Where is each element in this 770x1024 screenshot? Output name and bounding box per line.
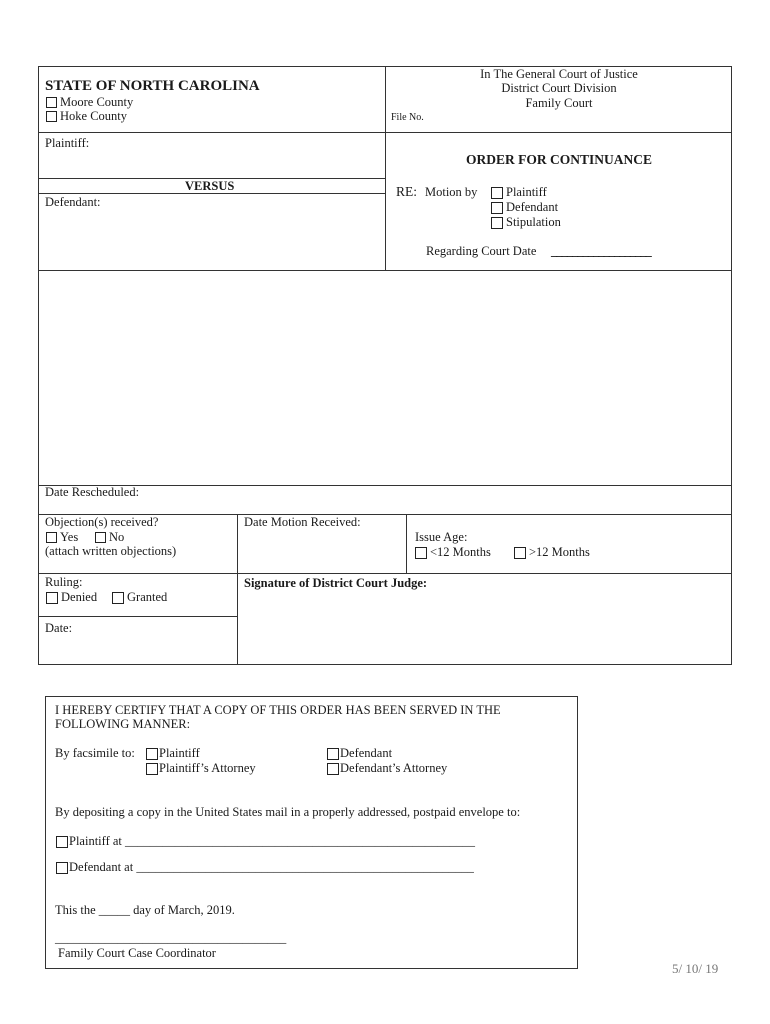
mail-defendant[interactable] [56, 860, 474, 875]
issue-age-over-12[interactable] [514, 545, 590, 560]
county-checkbox-hoke[interactable] [46, 109, 127, 124]
checkbox[interactable] [327, 763, 339, 775]
option-label: Denied [61, 590, 98, 604]
ruling-granted[interactable] [112, 590, 167, 605]
option-label: Plaintiff’s Attorney [159, 761, 256, 775]
facsimile-label: By facsimile to: [55, 746, 135, 760]
checkbox[interactable] [56, 862, 68, 874]
issue-age-label: Issue Age: [415, 530, 468, 544]
motion-option-plaintiff[interactable] [491, 185, 547, 200]
court-line-2: District Court Division [501, 81, 617, 95]
state-title: STATE OF NORTH CAROLINA [45, 78, 260, 94]
checkbox[interactable] [112, 592, 124, 604]
checkbox[interactable] [46, 111, 57, 122]
order-body-area[interactable] [38, 270, 732, 486]
certificate-heading-2: FOLLOWING MANNER: [55, 717, 191, 731]
issue-age-under-12[interactable] [415, 545, 491, 560]
issue-age-col-divider [406, 514, 407, 573]
date-motion-label: Date Motion Received: [244, 515, 361, 529]
defendant-label: Defendant: [45, 195, 101, 209]
county-checkbox-moore[interactable] [46, 95, 133, 110]
checkbox[interactable] [491, 202, 503, 214]
option-label: Stipulation [506, 215, 561, 229]
order-title: ORDER FOR CONTINUANCE [465, 152, 652, 167]
mail-text: By depositing a copy in the United States mail in a properly addressed, postpaid envelope to: [55, 805, 521, 819]
motion-option-defendant[interactable] [491, 200, 558, 215]
re-label: RE: [396, 184, 418, 199]
plaintiff-label: Plaintiff: [45, 136, 90, 150]
objection-divider [38, 573, 732, 574]
fax-defendant[interactable] [327, 746, 392, 761]
checkbox[interactable] [491, 217, 503, 229]
fax-plaintiff-attorney[interactable] [146, 761, 256, 776]
county-label: Hoke County [60, 109, 128, 123]
certificate-heading-1: I HEREBY CERTIFY THAT A COPY OF THIS ORDER HAS BEEN SERVED IN THE [55, 703, 501, 717]
objection-no[interactable] [95, 530, 124, 545]
date-rescheduled-label: Date Rescheduled: [45, 485, 140, 499]
certificate-box [45, 696, 578, 969]
motion-by-label: Motion by [425, 185, 478, 199]
signature-line: _____________________________________ [55, 931, 287, 945]
objections-label: Objection(s) received? [45, 515, 159, 529]
yes-label: Yes [60, 530, 79, 544]
checkbox[interactable] [46, 532, 57, 543]
defendant-at-line: Defendant at ______________________________________________________ [69, 860, 474, 874]
option-label: Defendant’s Attorney [340, 761, 448, 775]
checkbox[interactable] [46, 592, 58, 604]
option-label: Plaintiff [506, 185, 547, 199]
plaintiff-at-line: Plaintiff at ________________________________________________________ [69, 834, 476, 848]
fax-defendant-attorney[interactable] [327, 761, 447, 776]
attach-note: (attach written objections) [45, 544, 177, 558]
versus-label: VERSUS [185, 179, 235, 193]
coordinator-label: Family Court Case Coordinator [58, 946, 216, 960]
mail-plaintiff[interactable] [56, 834, 475, 849]
signature-judge-label: Signature of District Court Judge: [244, 576, 428, 590]
county-label: Moore County [60, 95, 134, 109]
fax-plaintiff[interactable] [146, 746, 200, 761]
court-line-3: Family Court [525, 96, 593, 110]
option-label: Plaintiff [159, 746, 200, 760]
option-label: Defendant [506, 200, 559, 214]
option-label: <12 Months [430, 545, 491, 559]
checkbox[interactable] [46, 97, 57, 108]
checkbox[interactable] [415, 547, 427, 559]
option-label: >12 Months [529, 545, 590, 559]
option-label: Defendant [340, 746, 393, 760]
ruling-label: Ruling: [45, 575, 83, 589]
checkbox[interactable] [56, 836, 68, 848]
checkbox[interactable] [514, 547, 526, 559]
date-line: This the _____ day of March, 2019. [55, 903, 235, 917]
details-col-divider [237, 514, 238, 665]
revision-date: 5/ 10/ 19 [672, 961, 719, 976]
checkbox[interactable] [491, 187, 503, 199]
versus-bottom-line [38, 193, 385, 194]
ruling-divider [38, 616, 238, 617]
checkbox[interactable] [327, 748, 339, 760]
ruling-denied[interactable] [46, 590, 97, 605]
checkbox[interactable] [146, 763, 158, 775]
details-table [38, 485, 732, 665]
checkbox[interactable] [95, 532, 106, 543]
court-date-label: Regarding Court Date [426, 244, 537, 258]
checkbox[interactable] [146, 748, 158, 760]
no-label: No [109, 530, 125, 544]
objection-yes[interactable] [46, 530, 78, 545]
date-label: Date: [45, 621, 73, 635]
option-label: Granted [127, 590, 168, 604]
file-no-label: File No. [391, 112, 424, 123]
motion-option-stipulation[interactable] [491, 215, 561, 230]
caption-header-divider [38, 132, 732, 133]
court-date-field[interactable]: ___________________ [551, 244, 651, 258]
court-line-1: In The General Court of Justice [480, 67, 638, 81]
